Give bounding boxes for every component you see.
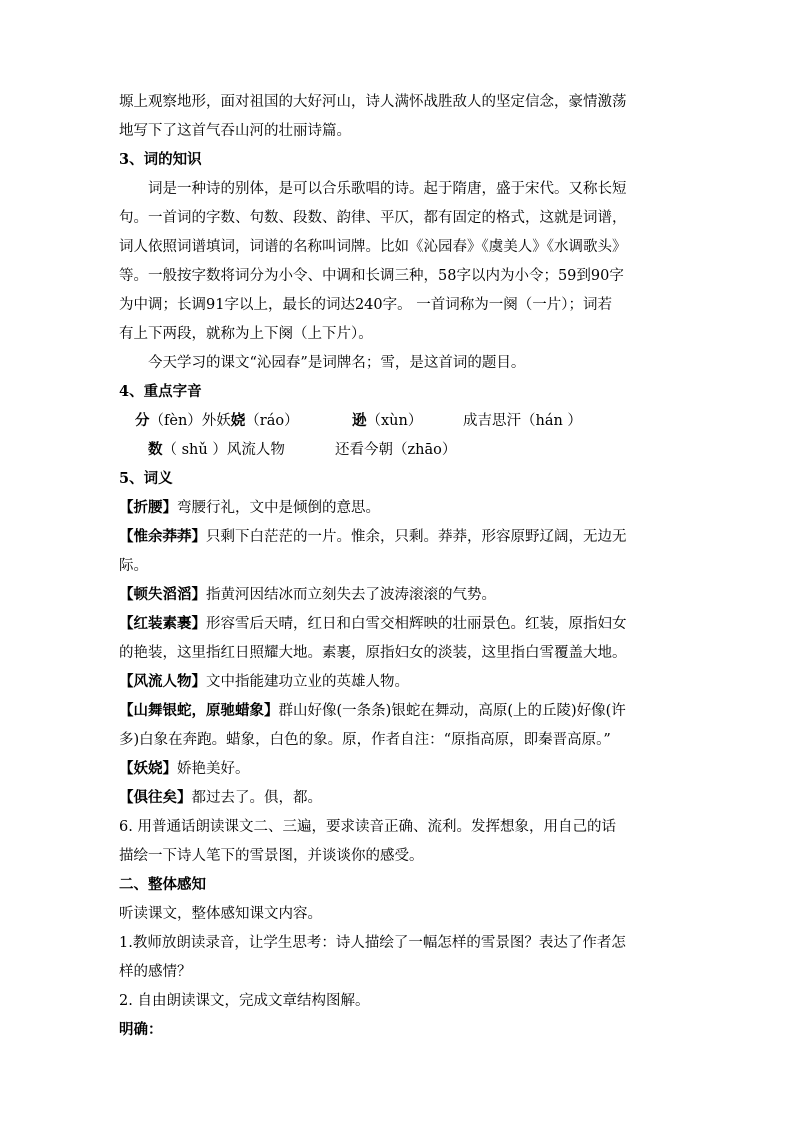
paragraph-line: 听读课文，整体感知课文内容。 (119, 906, 322, 922)
definition-text: 娇艳美好。 (177, 761, 250, 777)
definition-term: 【顿失滔滔】 (119, 586, 206, 603)
pinyin: （ shǔ ）风流人物 (162, 442, 285, 458)
definition-text: 弯腰行礼，文中是倾倒的意思。 (177, 500, 380, 516)
definition-term: 【惟余莽莽】 (119, 528, 206, 545)
paragraph-line: 今天学习的课文“沁园春”是词牌名；雪，是这首词的题目。 (148, 355, 526, 371)
pronunciation-item (352, 411, 422, 431)
definition-term: 【妖娆】 (119, 760, 177, 777)
definition-text: 群山好像(一条条)银蛇在舞动，高原(上的丘陵)好像(许 (278, 703, 626, 719)
paragraph-line: 2. 自由朗读课文，完成文章结构图解。 (119, 993, 370, 1009)
paragraph-line: 词人依照词谱填词，词谱的名称叫词牌。比如《沁园春》《虞美人》《水调歌头》 (119, 239, 627, 255)
pronunciation-row (148, 440, 285, 460)
definition (119, 527, 627, 547)
key-char: 逊 (352, 412, 367, 429)
paragraph-line: 为中调；长调91字以上，最长的词达240字。 一首词称为一阕（一片）；词若 (119, 297, 612, 313)
pinyin: （xùn） (366, 413, 423, 429)
key-char: 娆 (230, 412, 246, 429)
definition (119, 759, 250, 779)
definition (119, 498, 380, 518)
definition-text: 文中指能建功立业的英雄人物。 (206, 674, 409, 690)
definition (119, 585, 496, 605)
definition-continued: 多)白象在奔跑。蜡象，白色的象。原，作者自注：“原指高原，即秦晋高原。” (119, 732, 611, 748)
definition-text: 指黄河因结冰而立刻失去了波涛滚滚的气势。 (206, 587, 496, 603)
definition-continued: 际。 (119, 558, 148, 574)
paragraph-line: 6. 用普通话朗读课文二、三遍，要求读音正确、流利。发挥想象，用自己的话 (119, 819, 616, 835)
pinyin: （fèn）外妖 (149, 413, 231, 429)
definition-term: 【风流人物】 (119, 673, 206, 690)
paragraph-line: 1.教师放朗读录音，让学生思考：诗人描绘了一幅怎样的雪景图？表达了作者怎 (119, 935, 626, 951)
definition-term: 【山舞银蛇，原驰蜡象】 (119, 702, 279, 719)
pinyin: （ráo） (245, 413, 299, 429)
paragraph-line: 塬上观察地形，面对祖国的大好河山，诗人满怀战胜敌人的坚定信念，豪情激荡 (119, 94, 627, 110)
key-char: 数 (148, 441, 163, 458)
definition-text: 只剩下白茫茫的一片。惟余，只剩。莽莽，形容原野辽阔，无边无 (206, 529, 627, 545)
section-heading: 二、整体感知 (119, 876, 206, 893)
definition-text: 形容雪后天晴，红日和白雪交相辉映的壮丽景色。红装，原指妇女 (206, 616, 627, 632)
definition (119, 788, 322, 808)
definition (119, 672, 409, 692)
definition-text: 都过去了。俱，都。 (191, 790, 322, 806)
paragraph-line: 等。一般按字数将词分为小令、中调和长调三种，58字以内为小令；59到90字 (119, 268, 624, 284)
definition-continued: 的艳装，这里指红日照耀大地。素裹，原指妇女的淡装，这里指白雪覆盖大地。 (119, 645, 627, 661)
paragraph-line: 有上下两段，就称为上下阕（上下片）。 (119, 326, 373, 342)
pronunciation-row (135, 411, 299, 431)
definition (119, 701, 626, 721)
paragraph-line: 词是一种诗的别体，是可以合乐歌唱的诗。起于隋唐，盛于宋代。又称长短 (148, 181, 627, 197)
definition (119, 614, 627, 634)
section-heading: 3、词的知识 (119, 151, 202, 168)
definition-term: 【红装素裹】 (119, 615, 206, 632)
pronunciation-item: 还看今朝（zhāo） (335, 442, 457, 458)
pronunciation-item: 成吉思汗（hán ） (463, 413, 582, 429)
answer-label: 明确： (119, 1021, 163, 1038)
paragraph-line: 样的感情？ (119, 964, 192, 980)
section-heading: 5、词义 (119, 470, 173, 487)
paragraph-line: 句。一首词的字数、句数、段数、韵律、平仄，都有固定的格式，这就是词谱， (119, 210, 627, 226)
definition-term: 【俱往矣】 (119, 789, 192, 806)
definition-term: 【折腰】 (119, 499, 177, 516)
key-char: 分 (135, 412, 150, 429)
paragraph-line: 地写下了这首气吞山河的壮丽诗篇。 (119, 123, 351, 139)
section-heading: 4、重点字音 (119, 383, 202, 400)
paragraph-line: 描绘一下诗人笔下的雪景图，并谈谈你的感受。 (119, 848, 424, 864)
